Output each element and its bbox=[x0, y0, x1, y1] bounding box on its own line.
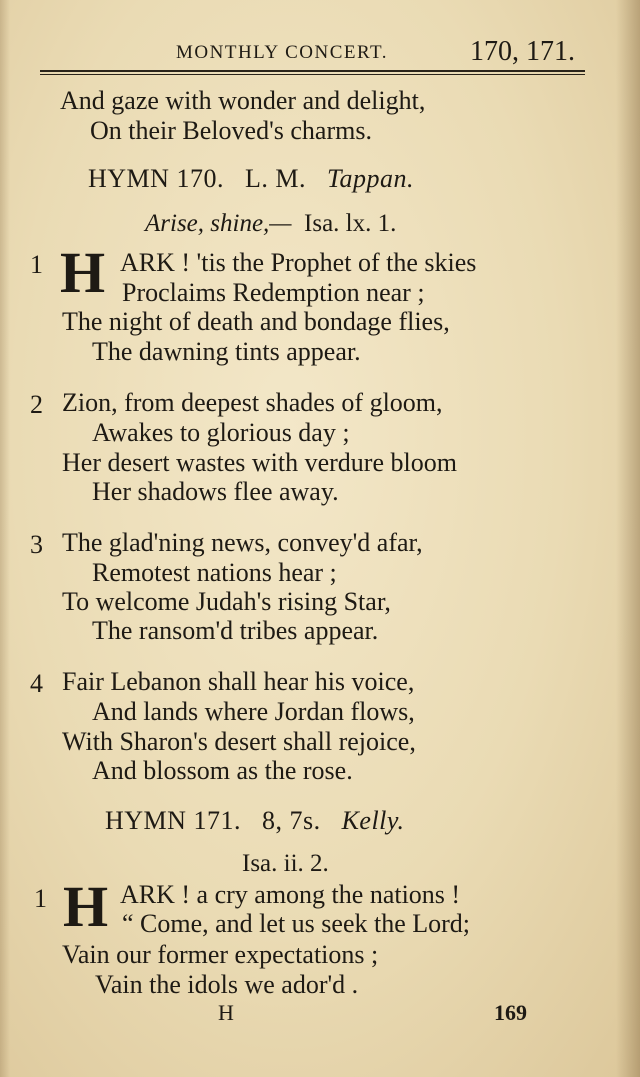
verse-line: And lands where Jordan flows, bbox=[92, 697, 415, 726]
running-head-hymn-numbers: 170, 171. bbox=[470, 36, 575, 67]
verse-line: Zion, from deepest shades of gloom, bbox=[62, 388, 443, 417]
hymn-tune: Kelly. bbox=[341, 806, 405, 835]
prev-hymn-line: And gaze with wonder and delight, bbox=[60, 86, 426, 115]
scripture-quote: Arise, shine,— bbox=[145, 210, 292, 237]
verse-line: The night of death and bondage flies, bbox=[62, 307, 450, 336]
verse-line: The dawning tints appear. bbox=[92, 337, 361, 366]
verse-line: Remotest nations hear ; bbox=[92, 558, 337, 587]
verse-line: With Sharon's desert shall rejoice, bbox=[62, 727, 416, 756]
verse-line: ARK ! 'tis the Prophet of the skies bbox=[120, 248, 477, 277]
verse-line: Her desert wastes with verdure bloom bbox=[62, 448, 457, 477]
drop-capital: H bbox=[60, 240, 106, 305]
verse-line: Awakes to glorious day ; bbox=[92, 418, 350, 447]
hymn-number: HYMN 171. bbox=[105, 806, 241, 835]
verse-number: 3 bbox=[30, 530, 43, 559]
hymn-meter: L. M. bbox=[244, 164, 306, 193]
signature-mark: H bbox=[218, 1000, 234, 1025]
prev-hymn-line: On their Beloved's charms. bbox=[90, 116, 372, 145]
page-number: 169 bbox=[494, 1000, 527, 1025]
scripture-citation: Isa. lx. 1. bbox=[304, 210, 397, 237]
scripture-citation: Isa. ii. 2. bbox=[242, 850, 329, 877]
verse-number: 1 bbox=[30, 250, 43, 279]
running-head-title: MONTHLY CONCERT. bbox=[176, 42, 389, 63]
hymn-171-heading bbox=[105, 806, 405, 836]
verse-line: Proclaims Redemption near ; bbox=[122, 278, 425, 307]
drop-capital: H bbox=[63, 874, 109, 939]
verse-number: 1 bbox=[34, 884, 47, 913]
verse-number: 2 bbox=[30, 390, 43, 419]
header-rule-thin bbox=[40, 74, 585, 75]
hymn-tune: Tappan. bbox=[326, 164, 415, 193]
hymn-170-heading bbox=[88, 164, 414, 194]
header-rule bbox=[40, 70, 585, 72]
verse-line: To welcome Judah's rising Star, bbox=[62, 587, 391, 616]
verse-number: 4 bbox=[30, 669, 43, 698]
verse-line: ARK ! a cry among the nations ! bbox=[120, 880, 461, 909]
verse-line: The ransom'd tribes appear. bbox=[92, 616, 379, 645]
verse-line: Vain our former expectations ; bbox=[62, 940, 379, 969]
verse-line: Fair Lebanon shall hear his voice, bbox=[62, 667, 415, 696]
verse-line: The glad'ning news, convey'd afar, bbox=[62, 528, 423, 557]
verse-line: “ Come, and let us seek the Lord; bbox=[122, 909, 471, 938]
spine-shadow bbox=[616, 0, 640, 1077]
page-edge-shadow bbox=[0, 0, 10, 1077]
verse-line: Vain the idols we ador'd . bbox=[95, 970, 359, 999]
hymn-number: HYMN 170. bbox=[88, 164, 224, 193]
hymn-meter: 8, 7s. bbox=[261, 806, 321, 835]
running-head bbox=[40, 36, 585, 76]
verse-line: Her shadows flee away. bbox=[92, 477, 339, 506]
hymn-171-scripture-ref bbox=[242, 850, 329, 878]
hymn-170-scripture-ref bbox=[145, 210, 396, 238]
verse-line: And blossom as the rose. bbox=[92, 756, 353, 785]
